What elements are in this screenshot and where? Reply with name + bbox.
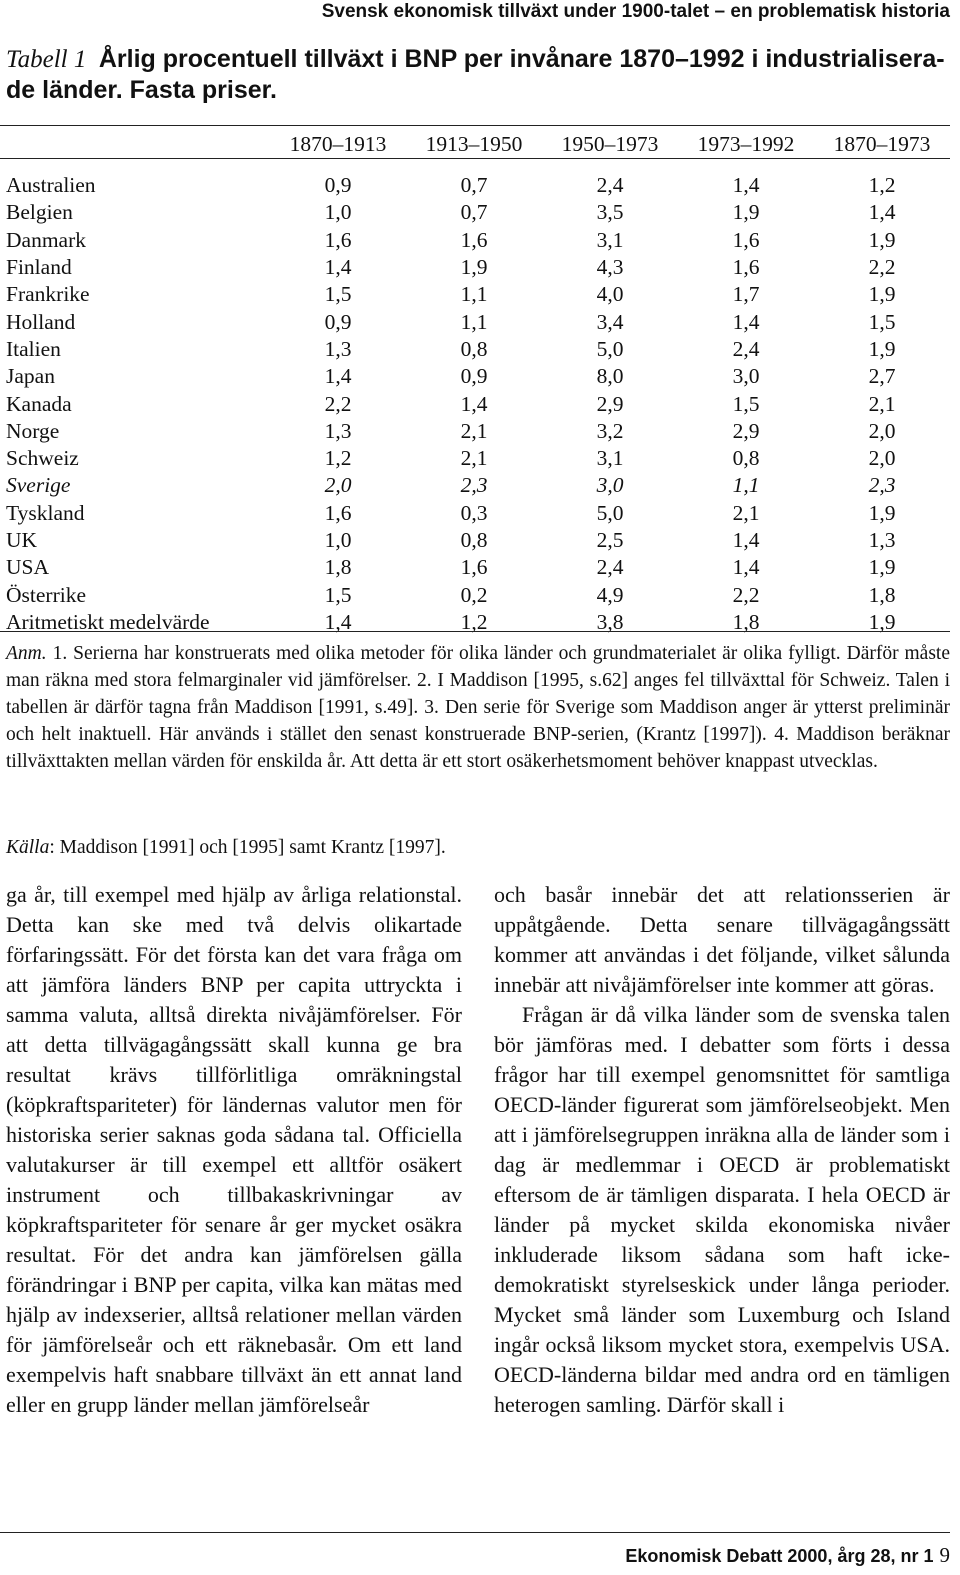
- table-notes: [6, 640, 950, 775]
- right-paragraph-2: Frågan är då vilka länder som de svenska talen bör jämföras med. I debatter som förts i dessa frågor har till exempel genomsnittet för samtliga OECD-länder figurerat som jämförelseobjekt. Men att i jämförelsegruppen inräkna alla de länder som i dag är medlemmar i OECD är problematiskt eftersom de är tämligen disparata. I hela OECD är länder på mycket skilda ekonomiska nivåer inkluderade liksom sådana som haft icke-demokratiskt styrelseskick under långa perioder. Mycket små länder som Luxemburg och Island ingår också liksom mycket stora, exempelvis USA. OECD-länderna bildar med andra ord en tämligen heterogen samling. Därför skall i: [494, 1002, 950, 1417]
- value-cell: 0,8: [732, 446, 760, 471]
- value-cell: 1,2: [868, 173, 896, 198]
- value-cell: 1,4: [460, 391, 488, 416]
- value-cell: 1,9: [868, 609, 896, 634]
- table-label: Tabell 1: [6, 46, 87, 73]
- table-row: [0, 172, 950, 199]
- value-cell: 2,1: [868, 391, 896, 416]
- table-row: [0, 390, 950, 417]
- value-cell: 1,4: [868, 200, 896, 225]
- value-cell: 1,8: [324, 555, 352, 580]
- table-row: [0, 581, 950, 608]
- value-cell: 5,0: [596, 500, 624, 525]
- value-cell: 1,0: [324, 200, 352, 225]
- value-cell: 1,4: [324, 364, 352, 389]
- value-cell: 0,9: [324, 309, 352, 334]
- value-cell: 1,6: [324, 500, 352, 525]
- table-row: [0, 199, 950, 226]
- value-cell: 4,9: [596, 582, 624, 607]
- table-row: [0, 336, 950, 363]
- value-cell: 1,4: [732, 528, 760, 552]
- value-cell: 1,1: [460, 282, 488, 307]
- value-cell: 3,1: [596, 227, 624, 252]
- value-cell: 1,9: [868, 336, 896, 361]
- value-cell: 1,4: [732, 555, 760, 580]
- value-cell: 1,3: [868, 528, 896, 552]
- value-cell: 2,9: [596, 391, 624, 416]
- table-title: [6, 44, 950, 106]
- country-cell: UK: [6, 528, 38, 552]
- table-row: [0, 254, 950, 281]
- header-country: [0, 130, 270, 158]
- country-cell: Sverige: [6, 473, 71, 498]
- value-cell: 1,3: [324, 418, 352, 443]
- journal-name: Ekonomisk Debatt 2000, årg 28, nr 1: [625, 1546, 934, 1566]
- table-source: [6, 834, 950, 861]
- value-cell: 2,0: [324, 473, 352, 498]
- value-cell: 2,1: [460, 446, 488, 471]
- header-col-1: 1870–1913: [289, 131, 387, 156]
- value-cell: 1,6: [732, 255, 760, 280]
- value-cell: 0,8: [460, 528, 488, 552]
- table-row: [0, 500, 950, 527]
- page-number: 9: [939, 1543, 950, 1567]
- value-cell: 8,0: [596, 364, 624, 389]
- table-row: [0, 554, 950, 581]
- value-cell: 0,3: [460, 500, 488, 525]
- value-cell: 1,5: [324, 282, 352, 307]
- value-cell: 2,1: [732, 500, 760, 525]
- value-cell: 2,4: [596, 173, 624, 198]
- value-cell: 1,8: [868, 582, 896, 607]
- value-cell: 0,7: [460, 200, 488, 225]
- value-cell: 2,1: [460, 418, 488, 443]
- value-cell: 2,2: [324, 391, 352, 416]
- value-cell: 1,6: [460, 227, 488, 252]
- value-cell: 2,7: [868, 364, 896, 389]
- value-cell: 1,6: [732, 227, 760, 252]
- value-cell: 0,8: [460, 336, 488, 361]
- country-cell: USA: [6, 555, 50, 580]
- value-cell: 2,0: [868, 446, 896, 471]
- value-cell: 1,9: [868, 500, 896, 525]
- table-row: [0, 308, 950, 335]
- value-cell: 1,8: [732, 609, 760, 634]
- country-cell: Belgien: [6, 200, 73, 225]
- value-cell: 2,3: [868, 473, 896, 498]
- value-cell: 0,9: [460, 364, 488, 389]
- value-cell: 1,3: [324, 336, 352, 361]
- value-cell: 1,9: [732, 200, 760, 225]
- country-cell: Danmark: [6, 227, 86, 252]
- country-cell: Schweiz: [6, 446, 79, 471]
- source-label: Källa: [6, 837, 50, 858]
- value-cell: 2,9: [732, 418, 760, 443]
- value-cell: 3,5: [596, 200, 624, 225]
- table-row: [0, 418, 950, 445]
- value-cell: 1,4: [324, 255, 352, 280]
- value-cell: 1,5: [732, 391, 760, 416]
- value-cell: 1,4: [732, 309, 760, 334]
- running-header: Svensk ekonomisk tillväxt under 1900-talet – en problematisk historia: [321, 1, 950, 22]
- country-cell: Tyskland: [6, 500, 85, 525]
- page-footer: [0, 1542, 950, 1569]
- table-row: [0, 363, 950, 390]
- value-cell: 2,2: [732, 582, 760, 607]
- value-cell: 2,5: [596, 528, 624, 552]
- value-cell: 1,5: [868, 309, 896, 334]
- table-row: [0, 527, 950, 554]
- country-cell: Norge: [6, 418, 60, 443]
- value-cell: 1,5: [324, 582, 352, 607]
- value-cell: 1,9: [868, 555, 896, 580]
- left-paragraph: ga år, till exempel med hjälp av årliga relationstal. Detta kan ske med två delvis olikartade förfaringssätt. För det första kan det vara fråga om att jämföra länders BNP per capita uttryckta i samma valuta, alltså direkta nivåjämförelser. För att detta tillvägagångssätt skall kunna ge bra resultat krävs tillförlitliga omräkningstal (köpkraftspariteter) för ländernas valutor men för historiska serier saknas goda sådana tal. Officiella valutakurser är till exempel ett alltför osäkert instrument och tillbakaskrivningar av köpkraftspariteter för senare år ger mycket osäkra resultat. För det andra kan jämförelsen gälla förändringar i BNP per capita, vilka kan mätas med hjälp av indexserier, alltså relationer mellan värden för jämförelseår och ett räknebasår. Om ett land exempelvis haft snabbare tillväxt än ett annat land eller en grupp länder mellan jämförelseår: [6, 882, 462, 1417]
- value-cell: 0,7: [460, 173, 488, 198]
- value-cell: 0,9: [324, 173, 352, 198]
- value-cell: 2,0: [868, 418, 896, 443]
- country-cell: Österrike: [6, 582, 86, 607]
- footer-rule: [0, 1532, 950, 1533]
- header-col-2: 1913–1950: [425, 131, 523, 156]
- table-bottom-rule: [0, 631, 950, 632]
- growth-table: [0, 130, 950, 636]
- value-cell: 0,2: [460, 582, 488, 607]
- notes-text: 1. Serierna har konstruerats med olika metoder för olika länder och grundmaterialet är olika fylligt. Därför måste man räkna med stora felmarginaler vid jämförelser. 2. I Maddison [1995, s.62] anges fel tillväxttal för Schweiz. Talen i tabellen är därför tagna från Maddison [1991, s.49]. 3. Den serie för Sverige som Maddison anger är ytterst preliminär och helt inaktuell. Här används i stället den senast konstruerade BNP-serien, (Krantz [1997]). 4. Maddison beräknar tillväxttakten mellan värden för enskilda år. Att detta är ett stort osäkerhetsmoment behöver knappast utvecklas.: [6, 643, 950, 772]
- value-cell: 2,2: [868, 255, 896, 280]
- table-title-text: Årlig procentuell tillväxt i BNP per invånare 1870–1992 i industrialisera-de länder. Fasta priser.: [6, 45, 945, 104]
- value-cell: 1,4: [732, 173, 760, 198]
- value-cell: 2,4: [596, 555, 624, 580]
- notes-label: Anm.: [6, 643, 47, 664]
- value-cell: 1,7: [732, 282, 760, 307]
- country-cell: Finland: [6, 255, 72, 280]
- value-cell: 3,0: [732, 364, 760, 389]
- value-cell: 3,2: [596, 418, 624, 443]
- table-row: [0, 281, 950, 308]
- body-right-column: [494, 880, 950, 1420]
- value-cell: 1,1: [460, 309, 488, 334]
- table-spacer-row: [0, 158, 950, 172]
- value-cell: 1,6: [460, 555, 488, 580]
- right-paragraph-1: och basår innebär det att relationsserien är uppåtgående. Detta senare tillvägagångssätt kommer att användas i det följande, vilket sålunda innebär att nivåjämförelser inte kommer att göras.: [494, 882, 950, 997]
- value-cell: 2,3: [460, 473, 488, 498]
- value-cell: 4,3: [596, 255, 624, 280]
- country-cell: Australien: [6, 173, 96, 198]
- header-col-5: 1870–1973: [833, 131, 931, 156]
- source-text: : Maddison [1991] och [1995] samt Krantz [1997].: [49, 837, 446, 858]
- value-cell: 2,4: [732, 336, 760, 361]
- value-cell: 1,9: [460, 255, 488, 280]
- value-cell: 1,9: [868, 282, 896, 307]
- value-cell: 1,2: [324, 446, 352, 471]
- country-cell: Aritmetiskt medelvärde: [6, 609, 210, 634]
- value-cell: 1,6: [324, 227, 352, 252]
- body-left-column: [6, 880, 462, 1420]
- table-top-rule: [0, 125, 950, 126]
- value-cell: 1,9: [868, 227, 896, 252]
- value-cell: 1,0: [324, 528, 352, 552]
- value-cell: 3,8: [596, 609, 624, 634]
- value-cell: 4,0: [596, 282, 624, 307]
- value-cell: 1,4: [324, 609, 352, 634]
- value-cell: 5,0: [596, 336, 624, 361]
- value-cell: 3,1: [596, 446, 624, 471]
- table-row: [0, 445, 950, 472]
- country-cell: Japan: [6, 364, 55, 389]
- value-cell: 1,1: [732, 473, 760, 498]
- country-cell: Kanada: [6, 391, 72, 416]
- table-row: [0, 472, 950, 499]
- header-col-4: 1973–1992: [697, 131, 795, 156]
- value-cell: 1,2: [460, 609, 488, 634]
- country-cell: Italien: [6, 336, 61, 361]
- table-spacer-cell: [0, 158, 950, 172]
- table-header-row: [0, 130, 950, 158]
- value-cell: 3,0: [596, 473, 624, 498]
- value-cell: 3,4: [596, 309, 624, 334]
- header-col-3: 1950–1973: [561, 131, 659, 156]
- country-cell: Holland: [6, 309, 76, 334]
- country-cell: Frankrike: [6, 282, 90, 307]
- table-row: [0, 227, 950, 254]
